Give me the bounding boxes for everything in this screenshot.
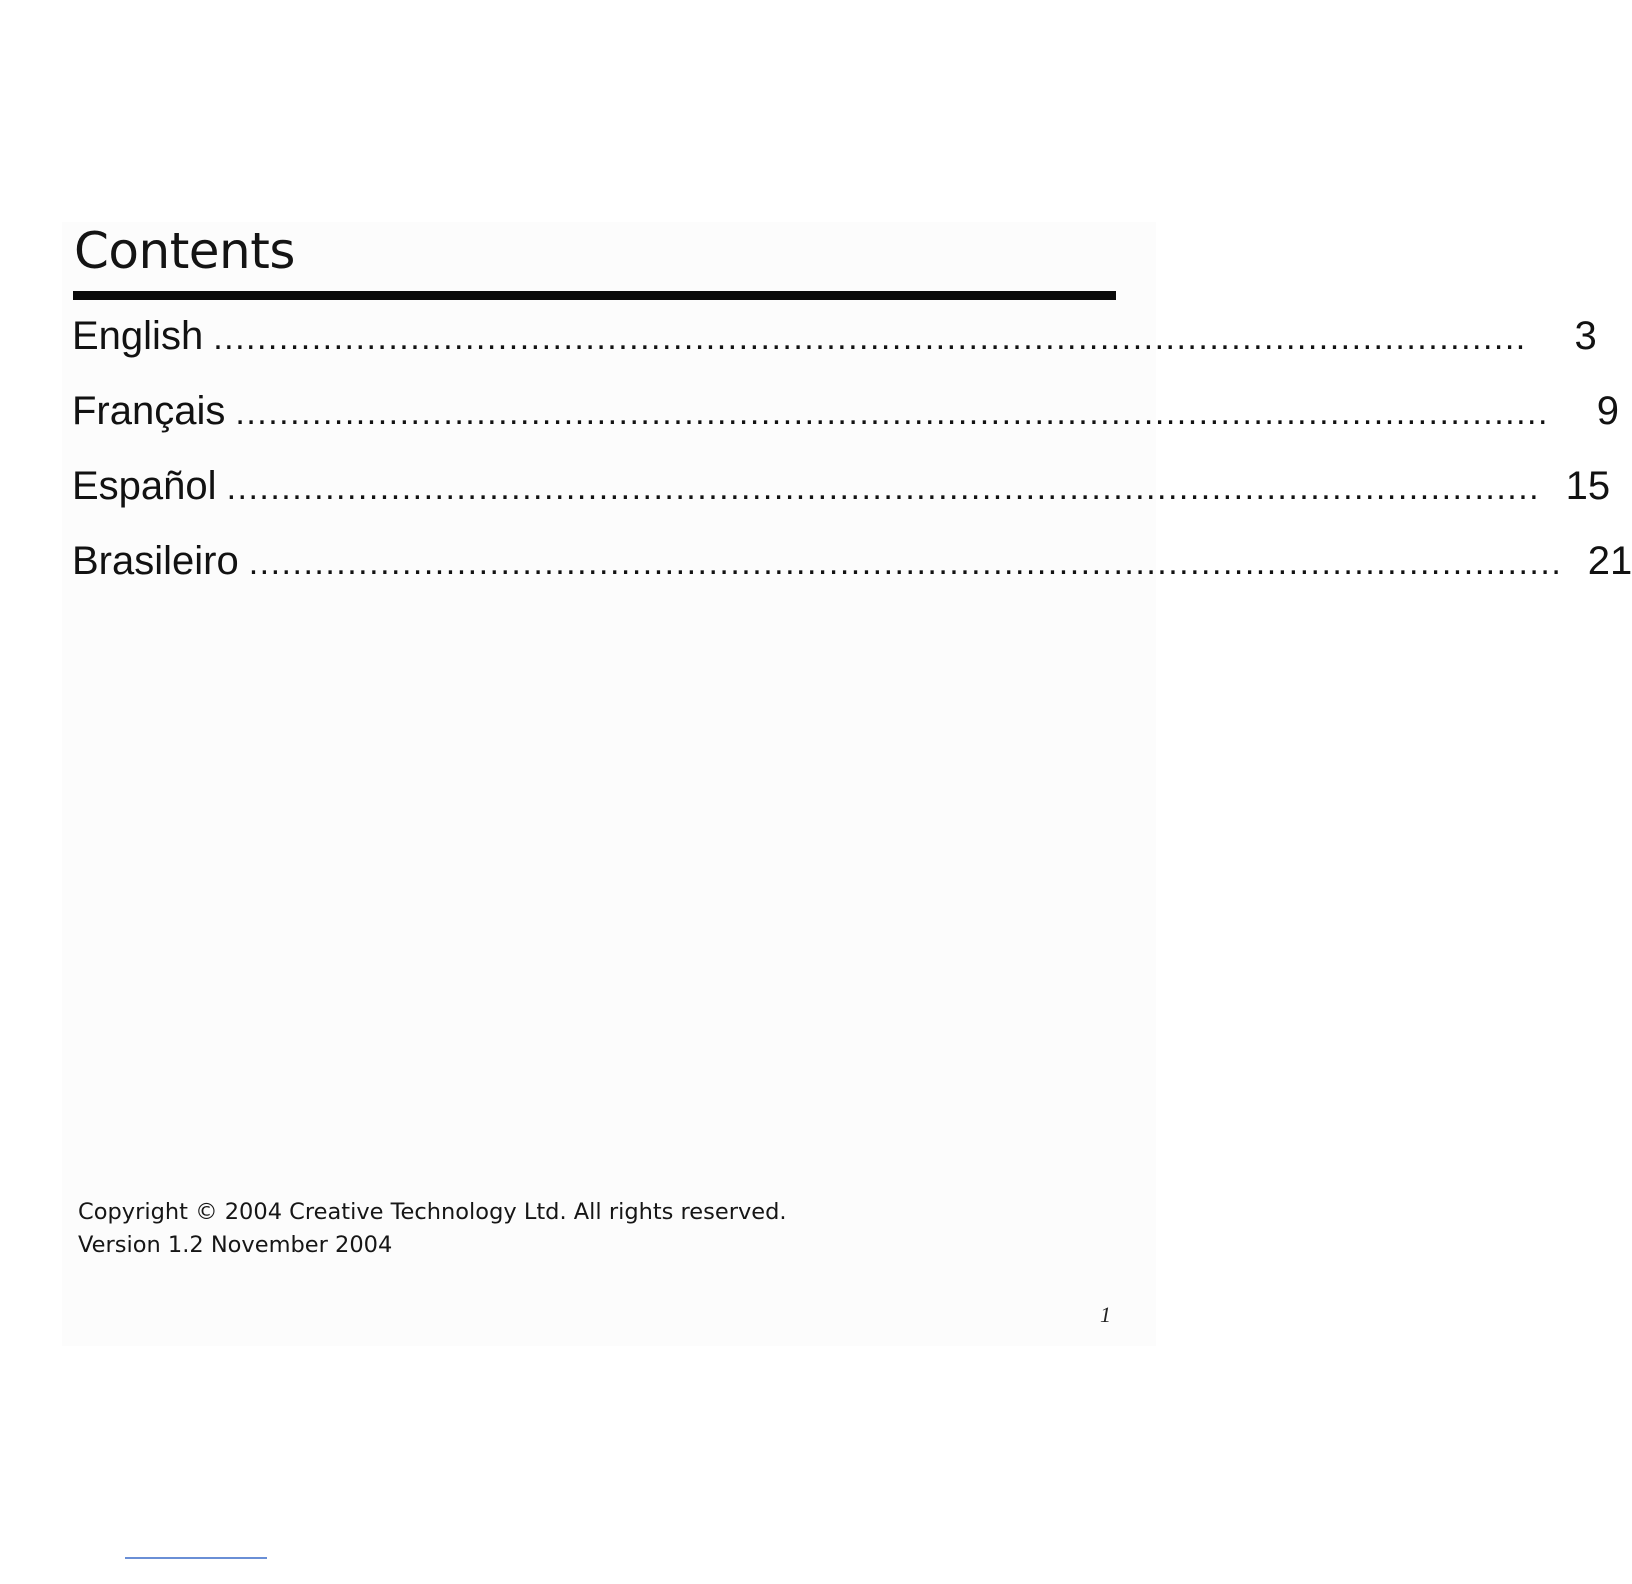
table-of-contents	[72, 306, 1632, 606]
toc-entry-english[interactable]	[72, 306, 1597, 381]
toc-entry-page: 9	[1596, 389, 1619, 433]
toc-entry-page: 21	[1587, 539, 1632, 583]
toc-entry-page: 15	[1565, 464, 1611, 508]
page-number: 1	[1100, 1302, 1111, 1327]
title-divider	[73, 291, 1116, 300]
toc-entry-page: 3	[1574, 314, 1597, 358]
toc-entry-label: Español	[72, 464, 217, 508]
toc-entry-brasileiro[interactable]	[72, 531, 1632, 606]
version-text: Version 1.2 November 2004	[78, 1232, 393, 1258]
toc-entry-label: Français	[72, 389, 226, 433]
toc-entry-francais[interactable]	[72, 381, 1619, 456]
copyright-text: Copyright © 2004 Creative Technology Ltd. All rights reserved.	[78, 1199, 787, 1225]
toc-entry-label: English	[72, 314, 204, 358]
dot-leader: ........................................................................................................................	[235, 394, 1549, 432]
dot-leader: ........................................................................................................................	[248, 544, 1563, 582]
toc-entry-label: Brasileiro	[72, 539, 239, 583]
dot-leader: ........................................................................................................................	[213, 319, 1527, 357]
dot-leader: ........................................................................................................................	[226, 469, 1541, 507]
copyright-footer	[78, 1196, 787, 1262]
toc-entry-espanol[interactable]	[72, 456, 1611, 531]
decorative-underline	[125, 1557, 267, 1559]
page-title: Contents	[74, 222, 295, 280]
